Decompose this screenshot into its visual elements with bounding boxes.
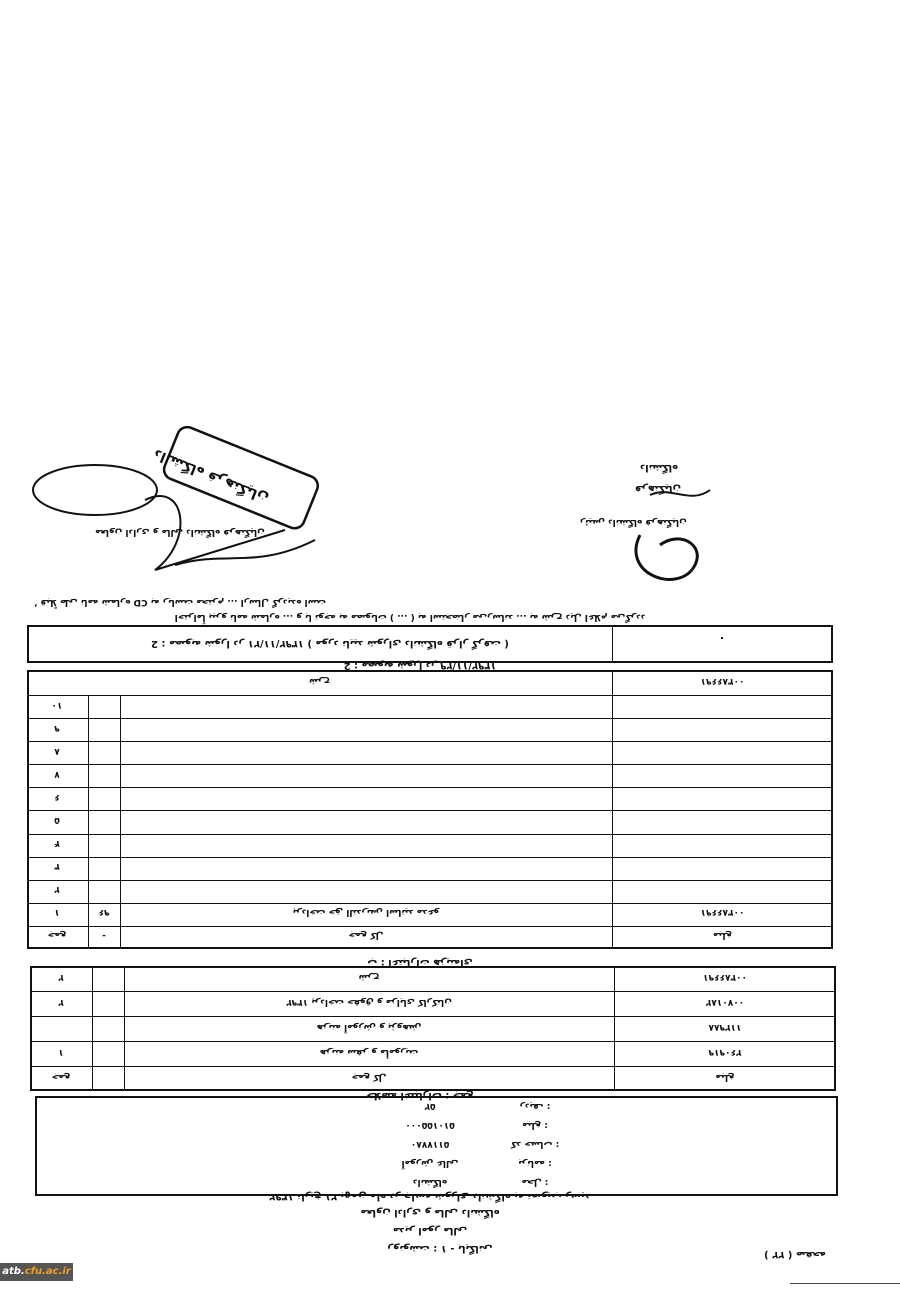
- table-rule: [27, 810, 833, 811]
- table-rule: [120, 695, 121, 949]
- table-rule: [30, 991, 836, 992]
- right-text-2: فرهنگیان: [635, 483, 681, 494]
- right-text-1: دانشگاه: [640, 462, 678, 473]
- summary-value: ۵۱۰۱۵۵۰۰۰: [405, 1120, 455, 1130]
- table-rule: [30, 1066, 836, 1067]
- table-rule: [30, 1041, 836, 1042]
- row-desc: پرداخت حق التدریس اساتید مدعو: [292, 907, 440, 918]
- row-count: ۹۶: [98, 907, 110, 918]
- row-number: ۴: [54, 838, 60, 849]
- row-code: ۰۰۷۰۱۸۲: [705, 996, 745, 1007]
- footer-line-4: رونوشت : ۱ - بایگانی: [387, 1243, 493, 1254]
- row-code: ۱۱۲۹۸۸: [708, 1021, 742, 1032]
- row-code: ۰۰۳۸۶۶۹۱: [703, 971, 747, 982]
- table-rule: [27, 718, 833, 719]
- row-code: مبلغ: [715, 1071, 735, 1082]
- row-number: ۲: [54, 884, 60, 895]
- row-number: ۱۰: [51, 699, 63, 710]
- table-rule: [88, 695, 89, 949]
- summary-label: مبلغ :: [522, 1120, 548, 1130]
- left-stamp-text: دانشگاه فرهنگیان: [151, 445, 271, 507]
- row-number: ۱: [54, 907, 60, 918]
- table-rule: [27, 857, 833, 858]
- left-signature-caption: معاون اداری و مالی دانشگاه فرهنگیان: [95, 527, 265, 537]
- summary-value: ۵۱۱۷۷۸۰: [410, 1139, 450, 1149]
- summary-label: برنامه :: [518, 1158, 552, 1168]
- summary-value: دانشگاه: [412, 1177, 448, 1187]
- decision-text: 2 : مصوبه شورا در ۱۳۹۲/۱۱/۲۱ ( مورد تایید شورای دانشگاه قرار گرفت ): [151, 638, 509, 649]
- section-title-1: 2 : مصوبه شورا در ۱۳۹۲/۱۱/۲۹: [343, 660, 497, 671]
- row-code: ۰۰۳۸۶۶۹۱: [700, 907, 745, 918]
- decision-right: .: [719, 634, 725, 647]
- table-rule: [27, 695, 833, 696]
- right-signature-caption: رئیس دانشگاه فرهنگیان: [580, 517, 687, 527]
- header-line-1: ٬ قبلاً طی نامه شماره CD به ریاست محترم ... ارسال گردیده است: [33, 597, 327, 607]
- summary-label: محل :: [521, 1177, 549, 1187]
- row-desc: هزینه سفر و مأموریت: [319, 1046, 419, 1057]
- row-desc: هزینه آموزش و پژوهش: [316, 1021, 422, 1032]
- footer-line-2: معاون اداری و مالی دانشگاه: [360, 1207, 500, 1218]
- table-rule: [30, 1016, 836, 1017]
- section-title-2: ب : اعتبارات هزینه‌ای: [367, 957, 473, 968]
- row-number: ۲: [58, 971, 64, 982]
- row-count: -: [102, 930, 106, 941]
- summary-value: آموزش عالی: [401, 1158, 459, 1168]
- row-desc: جمع کل: [348, 930, 384, 941]
- row-number: ۲: [58, 996, 64, 1007]
- page-number: ( ۲۲ ) صفحه: [764, 1249, 826, 1260]
- table-header-desc: شرح: [309, 675, 330, 686]
- row-number: ۵: [54, 815, 60, 825]
- row-code: مبلغ: [712, 930, 733, 941]
- row-number: ۳: [54, 861, 60, 872]
- row-number: ۶: [54, 791, 60, 802]
- summary-label: کد حساب :: [510, 1139, 560, 1149]
- table-rule: [27, 764, 833, 765]
- section-title-3: خلاصه اعتبارات : جمع: [366, 1090, 474, 1101]
- table-rule: [27, 787, 833, 788]
- summary-label: ردیف :: [519, 1101, 551, 1111]
- table-header-code: ۰۰۳۸۶۶۹۱: [700, 675, 745, 686]
- row-number: جمع: [47, 930, 67, 941]
- row-number: ۷: [54, 768, 60, 779]
- table-rule: [92, 966, 93, 1091]
- left-signature-stamp: [25, 420, 345, 590]
- header-line-2: احتراماً پیرو نامه شماره ... و با توجه به مصوبات ( ... ) به استحضار می‌رساند ... به شرح ذیل اعلام می‌گردد: [174, 612, 646, 622]
- watermark: atb.cfu.ac.ir: [0, 1263, 73, 1281]
- row-number: جمع: [51, 1071, 71, 1082]
- table-rule: [27, 926, 833, 927]
- row-number: ۱: [58, 1046, 64, 1057]
- table-rule: [27, 741, 833, 742]
- table-rule: [27, 834, 833, 835]
- footer-line-1: ۱۳۹۲ تاریخ ۲۱ بهمن ماه در جلسه شورای دانشگاه به تصویب رسید: [269, 1191, 591, 1202]
- table-rule: [27, 903, 833, 904]
- row-number: ۸: [54, 745, 60, 756]
- row-code: ۲۶۰۹۱۹: [708, 1046, 742, 1057]
- row-desc: جمع کل: [351, 1071, 387, 1082]
- row-number: ۹: [54, 722, 60, 733]
- row-desc: شرح: [358, 971, 380, 982]
- table-rule: [27, 880, 833, 881]
- row-desc: ۱۳۹۲ پرداخت حقوق و مزایای کارکنان: [286, 996, 452, 1007]
- footer-line-3: مدیر امور مالی: [392, 1225, 468, 1236]
- summary-value: ۵۲: [424, 1101, 436, 1111]
